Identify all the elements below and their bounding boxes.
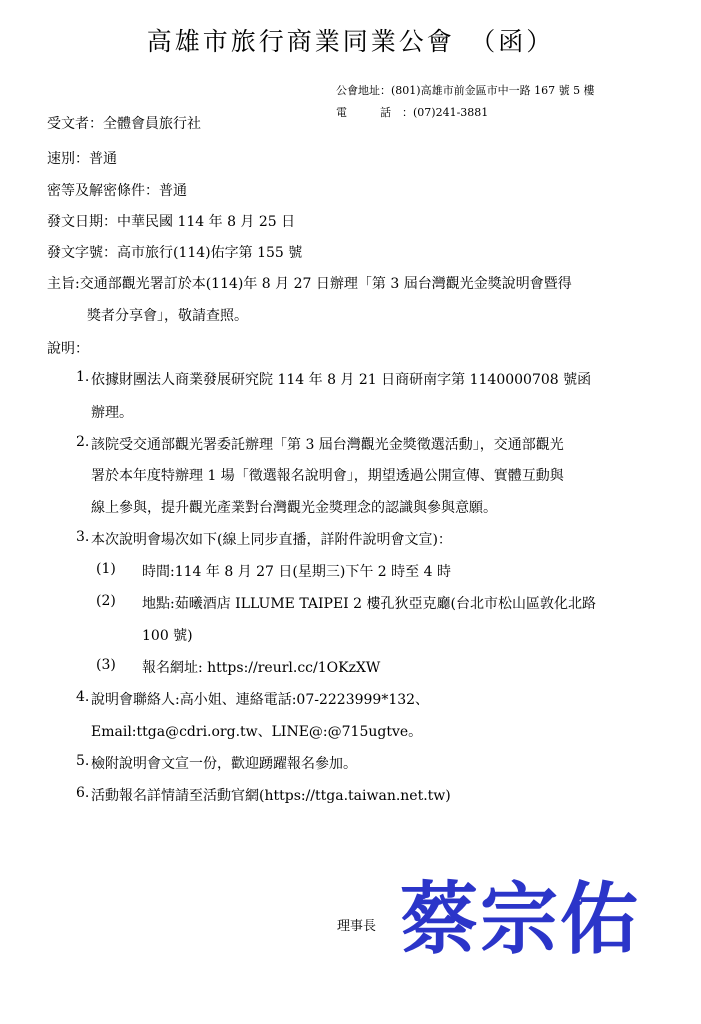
item-text: 依據財團法人商業發展研究院 114 年 8 月 21 日商研南字第 1140000708 號函 [91, 372, 592, 388]
item-text: 本次說明會場次如下(線上同步直播，詳附件說明會文宣)： [91, 532, 452, 548]
item-number: 1. [76, 369, 90, 385]
signature-stamp [400, 860, 640, 970]
item-text: 說明會聯絡人:高小姐、連絡電話:07-2223999*132、 [91, 692, 430, 708]
item-text: Email:ttga@cdri.org.tw、LINE@:@715ugtve。 [91, 724, 423, 740]
chairman-label: 理事長 [337, 919, 377, 934]
sub-item-number: (2) [96, 593, 116, 609]
sub-item-number: (1) [96, 561, 116, 577]
sub-item-text: 100 號) [142, 628, 193, 644]
document-title: 高雄市旅行商業同業公會 （函） [146, 27, 555, 56]
item-text: 辦理。 [91, 405, 133, 421]
subject-line-2: 獎者分享會」，敬請查照。 [87, 308, 248, 324]
item-text: 署於本年度特辦理 1 場「徵選報名說明會」，期望透過公開宣傳、實體互動與 [91, 468, 564, 484]
item-number: 6. [76, 785, 90, 801]
item-text: 線上參與，提升觀光產業對台灣觀光金獎理念的認識與參與意願。 [91, 500, 497, 516]
contact-address: 公會地址：(801)高雄市前金區市中一路 167 號 5 樓 [336, 84, 595, 97]
item-number: 5. [76, 753, 90, 769]
subject-line-1: 主旨:交通部觀光署訂於本(114)年 8 月 27 日辦理「第 3 屆台灣觀光金獎說明會暨得 [47, 276, 572, 292]
phone-label: 電 話 [336, 106, 402, 119]
item-number: 2. [76, 434, 90, 450]
item-text: 該院受交通部觀光署委託辦理「第 3 屆台灣觀光金獎徵選活動」，交通部觀光 [91, 437, 564, 453]
speed-line: 速別：普通 [47, 151, 117, 167]
sub-item-text: 時間:114 年 8 月 27 日(星期三)下午 2 時至 4 時 [142, 564, 451, 580]
date-line: 發文日期：中華民國 114 年 8 月 25 日 [47, 214, 296, 230]
item-number: 4. [76, 689, 90, 705]
doc-number-line: 發文字號：高市旅行(114)佑字第 155 號 [47, 245, 303, 261]
sub-item-number: (3) [96, 657, 116, 673]
explanation-label: 說明： [47, 341, 89, 357]
contact-phone [336, 104, 488, 120]
signature-name: 蔡宗佑 [400, 875, 640, 965]
secrecy-line: 密等及解密條件：普通 [47, 183, 187, 199]
sub-item-text: 地點:茹曦酒店 ILLUME TAIPEI 2 樓孔狄亞克廳(台北市松山區敦化北路 [142, 596, 596, 612]
sub-item-text: 報名網址: https://reurl.cc/1OKzXW [142, 660, 381, 676]
phone-value: ：(07)241-3881 [402, 106, 489, 119]
item-text: 活動報名詳情請至活動官網(https://ttga.taiwan.net.tw) [91, 788, 451, 804]
item-text: 檢附說明會文宣一份，歡迎踴躍報名參加。 [91, 756, 357, 772]
recipient-line: 受文者：全體會員旅行社 [47, 116, 201, 132]
item-number: 3. [76, 529, 90, 545]
